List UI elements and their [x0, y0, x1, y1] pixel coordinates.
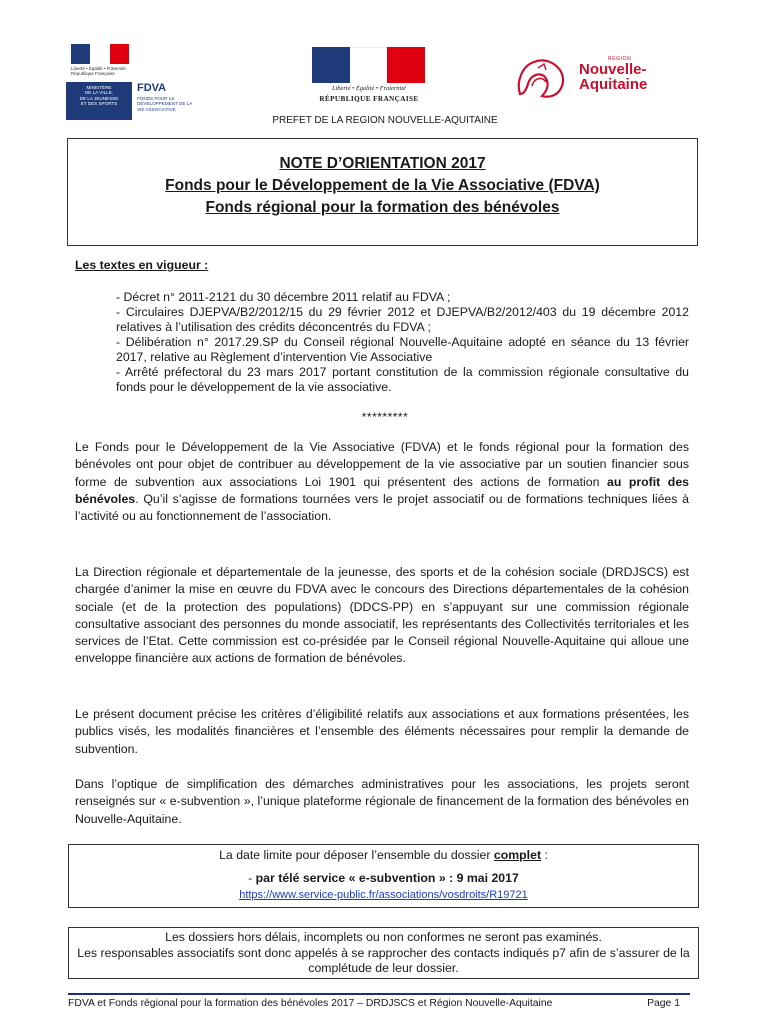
prefet-caption: PREFET DE LA REGION NOUVELLE-AQUITAINE [272, 115, 498, 126]
list-item: - Circulaires DJEPVA/B2/2012/15 du 29 février 2012 et DJEPVA/B2/2012/403 du 19 décembre 2012 relatives à l’utilisation des crédits déconcentrés du FDVA ; [116, 305, 689, 335]
deadline-date [68, 871, 699, 885]
warning-line-2: Les responsables associatifs sont donc appelés à se rapprocher des contacts indiqués p7 afin de s’assurer de la complétude de leur dossier. [77, 945, 690, 975]
document-subtitle-1: Fonds pour le Développement de la Vie Associative (FDVA) [165, 177, 600, 194]
deadline-complet: complet [493, 848, 542, 862]
marianne-caption: Liberté • Égalité • Fraternité République Française [71, 66, 126, 76]
deadline-date-text: par télé service « e-subvention » : 9 mai 2017 [255, 871, 519, 885]
page-number: Page 1 [647, 998, 680, 1009]
warning-line-1: Les dossiers hors délais, incomplets ou non conformes ne seront pas examinés. [165, 930, 602, 944]
paragraph-3: Le présent document précise les critères d’éligibilité relatifs aux associations et aux formations présentées, les publics visés, les modalités financières et l’ensemble des éléments nécessaires pour remplir la demande de subvention. [75, 707, 689, 756]
warning-text [68, 930, 699, 977]
fdva-logo-subtitle: FONDS POUR LE DÉVELOPPEMENT DE LA VIE ASSOCIATIVE [137, 96, 193, 112]
list-item: - Arrêté préfectoral du 23 mars 2017 portant constitution de la commission régionale consultative du fonds pour le développement de la vie associative. [116, 365, 689, 395]
deadline-dash: - [248, 871, 256, 885]
region-label: RÉGION [608, 56, 632, 62]
list-item: - Décret n° 2011-2121 du 30 décembre 2011 relatif au FDVA ; [116, 290, 451, 304]
document-subtitle-2: Fonds régional pour la formation des bénévoles [205, 199, 560, 216]
paragraph-1 [75, 439, 689, 525]
region-name-line1: Nouvelle- [579, 61, 647, 78]
footer-rule [68, 993, 690, 995]
list-item: - Délibération n° 2017.29.SP du Conseil régional Nouvelle-Aquitaine adopté en séance du 13 février 2017, relative au Règlement d’intervention Vie Associative [116, 335, 689, 365]
fdva-logo-title: FDVA [137, 82, 167, 94]
footer-text: FDVA et Fonds régional pour la formation des bénévoles 2017 – DRDJSCS et Région Nouvelle-Aquitaine [68, 998, 553, 1009]
section-heading: Les textes en vigueur : [75, 258, 209, 272]
paragraph-1-text-b: . Qu’il s’agisse de formations tournées vers le projet associatif ou de formations techniques liées à l’activité ou au fonctionnement de l’association. [75, 491, 689, 524]
deadline-text-a: La date limite pour déposer l’ensemble du dossier [219, 848, 494, 862]
devise-text: Liberté • Égalité • Fraternité [331, 85, 407, 92]
paragraph-4: Dans l’optique de simplification des démarches administratives pour les associations, les projets seront renseignés sur « e-subvention », l’unique plateforme régionale de financement de la formation des bénévoles en Nouvelle-Aquitaine. [75, 777, 689, 826]
ministry-label: MINISTÈRE DE LA VILLE, DE LA JEUNESSE ET DES SPORTS [66, 82, 132, 120]
deadline-line [68, 848, 699, 862]
separator: ********* [361, 410, 409, 424]
document-title: NOTE D’ORIENTATION 2017 [279, 155, 486, 172]
deadline-text-b: : [541, 848, 548, 862]
republique-francaise-logo [312, 47, 425, 83]
region-name [579, 62, 647, 92]
page-footer [68, 998, 690, 1009]
paragraph-2: La Direction régionale et départementale de la jeunesse, des sports et de la cohésion sociale (DRDJSCS) est chargée d’animer la mise en œuvre du FDVA avec le concours des Directions départementales de la cohésion sociale (et de la protection des populations) (DDCS-PP) en s’appuyant sur une commission régionale consultative associant des personnes du monde associatif, les représentants des Collectivités territoriales et les services de l’Etat. Cette commission est co-présidée par le Conseil régional Nouvelle-Aquitaine qui alloue une enveloppe financière aux actions de formation de bénévoles. [75, 565, 689, 666]
region-name-line2: Aquitaine [579, 76, 648, 93]
republique-text: RÉPUBLIQUE FRANÇAISE [319, 95, 419, 103]
marianne-flag-logo [71, 44, 129, 64]
paragraph-1-text-a: Le Fonds pour le Développement de la Vie Associative (FDVA) et le fonds régional pour la formation des bénévoles ont pour objet de contribuer au développement de la vie associative par un soutien financier sous forme de subvention aux associations Loi 1901 qui présentent des actions de formation [75, 440, 689, 489]
service-public-link[interactable]: https://www.service-public.fr/associations/vosdroits/R19721 [239, 889, 528, 901]
paragraph-1-bold: au profit des bénévoles [75, 474, 689, 506]
